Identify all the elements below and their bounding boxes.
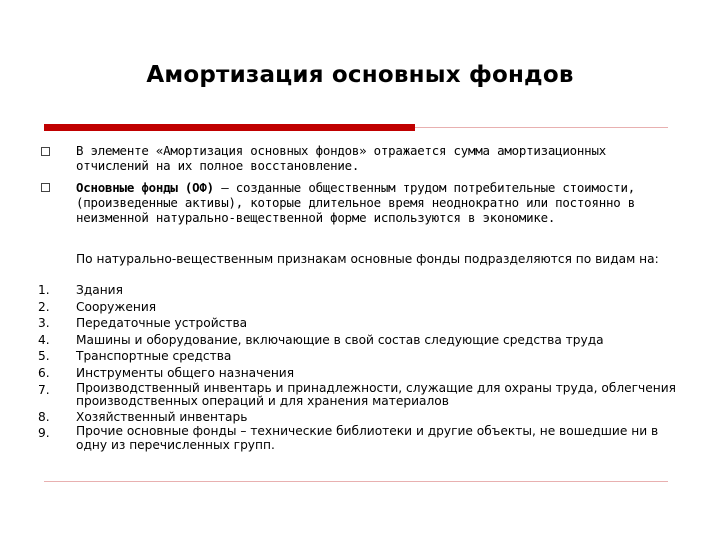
list-item xyxy=(0,315,720,332)
list-item-number: 2. xyxy=(38,299,50,314)
list-item-number: 7. xyxy=(38,382,50,397)
list-item-text: Хозяйственный инвентарь xyxy=(76,409,248,424)
paragraph-lead-term: Основные фонды (ОФ) xyxy=(76,180,214,195)
slide-title: Амортизация основных фондов xyxy=(146,62,574,88)
list-item-number: 3. xyxy=(38,316,50,331)
list-item-text: Здания xyxy=(76,283,123,297)
square-bullet-icon xyxy=(41,183,50,192)
list-item xyxy=(0,425,720,452)
list-item-number: 1. xyxy=(38,283,50,297)
list-item-text: Инструменты общего назначения xyxy=(76,365,295,380)
list-item xyxy=(0,282,720,299)
list-item-text: Транспортные средства xyxy=(76,349,232,364)
paragraph-amortization xyxy=(76,143,676,173)
list-item-number: 8. xyxy=(38,409,50,424)
list-item xyxy=(0,382,720,409)
numbered-list xyxy=(0,282,720,452)
paragraph-fixed-assets xyxy=(76,180,676,225)
list-item-number: 9. xyxy=(38,426,50,441)
paragraph-text: – созданные общественным трудом потребительные стоимости, (произведенные активы), которые длительное время неоднократно или постоянно в неизменной натурально-вещественной форме используются в экономике. xyxy=(76,180,636,225)
list-item-text: Машины и оборудование, включающие в свой состав следующие средства труда xyxy=(76,332,604,347)
square-bullet-icon xyxy=(41,147,50,156)
list-item-number: 4. xyxy=(38,332,50,347)
list-item xyxy=(0,409,720,426)
list-item xyxy=(0,299,720,316)
list-intro: По натурально-вещественным признакам основные фонды подразделяются по видам на: xyxy=(76,252,659,266)
list-item xyxy=(0,332,720,349)
title-accent-bar xyxy=(44,124,415,131)
list-item-text: Передаточные устройства xyxy=(76,316,248,331)
bottom-divider-line xyxy=(44,481,668,482)
list-item-text: Сооружения xyxy=(76,299,157,314)
list-item xyxy=(0,365,720,382)
list-item-number: 5. xyxy=(38,349,50,364)
list-item-text: Прочие основные фонды – технические библиотеки и другие объекты, не вошедшие ни в одну из перечисленных групп. xyxy=(76,424,659,452)
paragraph-text: В элементе «Амортизация основных фондов» отражается сумма амортизационных отчислений на их полное восстановление. xyxy=(76,143,606,173)
list-item xyxy=(0,348,720,365)
list-item-text: Производственный инвентарь и принадлежности, служащие для охраны труда, облегчения производственных операций и для хранения материалов xyxy=(76,380,676,409)
list-item-number: 6. xyxy=(38,365,50,380)
